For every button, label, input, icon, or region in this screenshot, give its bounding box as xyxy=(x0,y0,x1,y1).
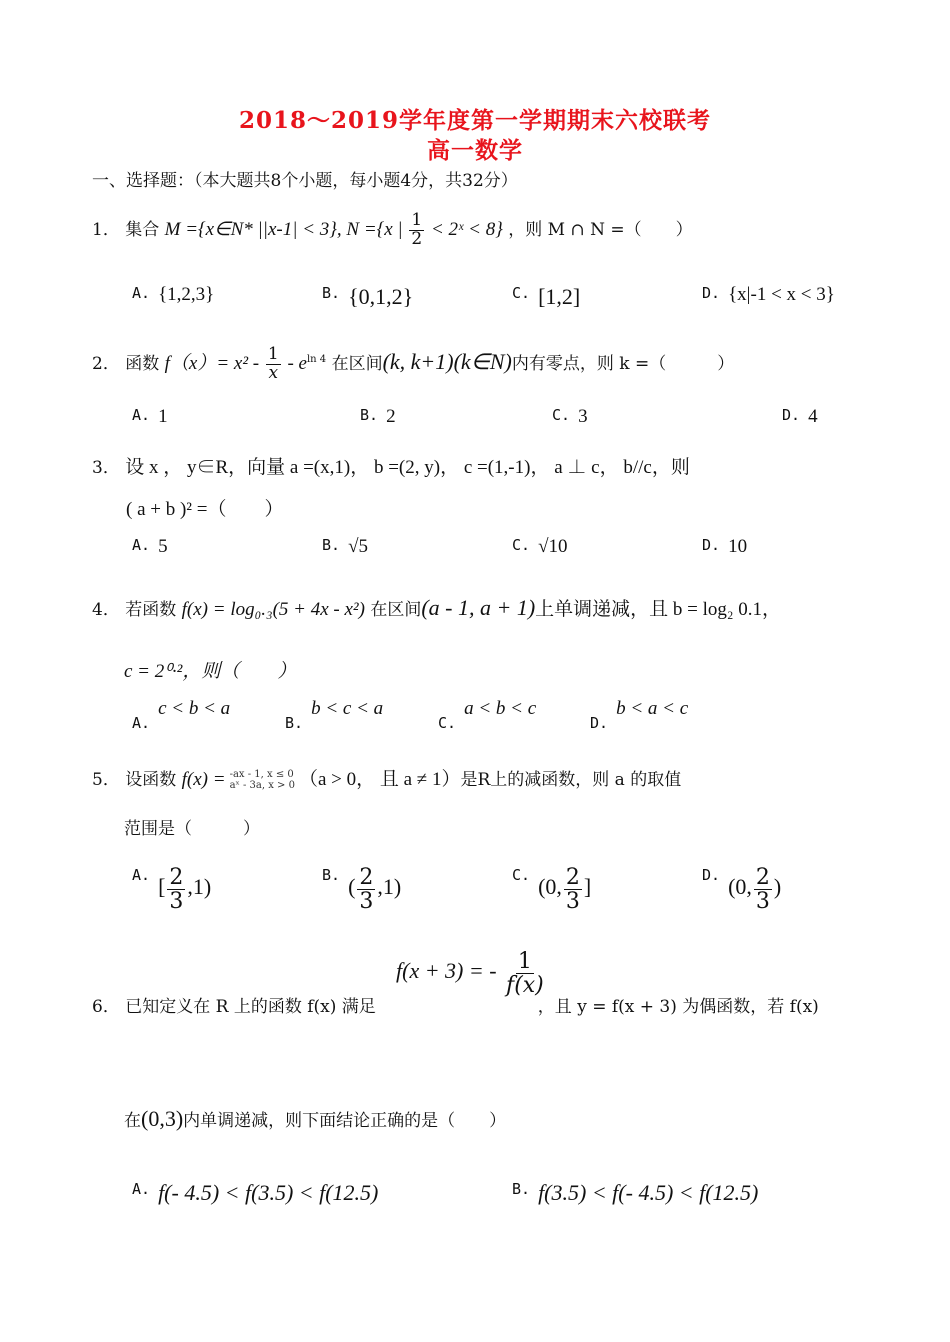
log-function: f(x) = log₀.₃(5 + 4x - x²) xyxy=(181,599,365,620)
exponent: ln 4 xyxy=(306,354,327,366)
option-c: C.a < b < c xyxy=(438,698,537,732)
option-d: D. 4 xyxy=(782,406,818,427)
question-lead: 函数 xyxy=(125,353,160,374)
question-mid: 在区间 xyxy=(370,600,422,620)
exponent-base: - e xyxy=(282,352,307,374)
question-tail: ，且 y = f(x + 3) 为偶函数，若 f(x) xyxy=(537,997,819,1017)
section-heading: 一、选择题：（本大题共8个小题，每小题4分，共32分） xyxy=(92,171,518,191)
question-tail: 是R上的减函数，则 a 的取值 xyxy=(460,770,682,790)
option-d: D.b < a < c xyxy=(590,698,689,732)
set-m-expression: M ={x∈N* ||x-1| < 3}, N ={x | xyxy=(164,218,408,240)
functional-equation: f(x + 3) = - $\frac{1}{f(x)}$ xyxy=(396,949,544,999)
question-5-line-2 xyxy=(124,814,260,839)
option-a: A. [ $\frac{2}{3}$ ,1) xyxy=(132,865,212,915)
option-c: C. [1,2] xyxy=(512,284,581,309)
fraction: $\frac{1}{f(x)}$ xyxy=(506,949,544,999)
question-1 xyxy=(92,212,693,249)
question-tail: 内有零点，则 k =（ ） xyxy=(511,353,735,374)
question-3-line-2 xyxy=(126,494,283,521)
question-number: 6． xyxy=(92,997,120,1017)
question-number: 3． xyxy=(92,458,120,478)
option-d: D. 10 xyxy=(702,536,748,557)
option-d: D. (0, $\frac{2}{3}$ ) xyxy=(702,865,782,915)
option-d: D. {x|-1 < x < 3} xyxy=(702,284,835,305)
c-definition: c = 2⁰·²，则（ ） xyxy=(124,661,297,682)
option-c: C. √10 xyxy=(512,536,568,557)
set-n-expression: < 2ˣ < 8} xyxy=(426,218,503,240)
condition: （a > 0， 且 a ≠ 1） xyxy=(298,769,461,790)
question-lead: 集合 xyxy=(125,219,160,240)
question-tail: ，则 M ∩ N =（ ） xyxy=(508,219,693,240)
interval: (k, k+1)(k∈N) xyxy=(382,348,512,374)
piecewise-cases: -ax - 1, x ≤ 0 aˣ - 3a, x > 0 xyxy=(229,769,295,791)
interval: (0,3) xyxy=(141,1106,184,1131)
option-b: B.b < c < a xyxy=(285,698,384,732)
function-expression: f（x）= x² - xyxy=(164,352,264,374)
vector-expression: ( a + b )² =（ ） xyxy=(126,499,284,520)
option-b: B. ( $\frac{2}{3}$ ,1) xyxy=(322,865,402,915)
piecewise-function: f(x) = xyxy=(181,769,226,790)
option-a: A. f(- 4.5) < f(3.5) < f(12.5) xyxy=(132,1180,379,1205)
exam-subject: 高一数学 xyxy=(427,137,523,164)
option-c: C. (0, $\frac{2}{3}$ ] xyxy=(512,865,592,915)
question-5 xyxy=(92,764,681,791)
question-text: 范围是（ ） xyxy=(124,819,260,839)
option-a: A. 1 xyxy=(132,406,168,427)
question-tail: 上单调递减，且 b = log₂ 0.1， xyxy=(535,599,782,620)
question-lead: 设函数 xyxy=(125,770,177,790)
fraction: $\frac{1}{x}$ xyxy=(267,344,279,383)
option-a: A. 5 xyxy=(132,536,168,557)
question-lead: 若函数 xyxy=(125,600,177,620)
question-6 xyxy=(92,992,819,1017)
option-b: B. √5 xyxy=(322,536,368,557)
question-number: 5． xyxy=(92,770,120,790)
question-number: 2． xyxy=(92,353,120,374)
option-a: A. {1,2,3} xyxy=(132,284,215,305)
question-6-line-2: 在(0,3)内单调递减，则下面结论正确的是（ ） xyxy=(124,1106,507,1131)
option-a: A.c < b < a xyxy=(132,698,231,732)
question-2 xyxy=(92,346,734,383)
exam-title: 2018～2019学年度第一学期期末六校联考 xyxy=(238,107,712,134)
question-text: 已知定义在 R 上的函数 f(x) 满足 xyxy=(125,997,376,1017)
question-4-line-2 xyxy=(124,656,296,683)
question-text: 设 x ， y∈R，向量 a =(x,1)， b =(2, y)， c =(1,-1)， a ⊥ c， b//c，则 xyxy=(125,457,690,478)
option-b: B. 2 xyxy=(360,406,396,427)
interval: (a - 1, a + 1) xyxy=(421,595,536,620)
option-c: C. 3 xyxy=(552,406,588,427)
question-4 xyxy=(92,594,781,621)
question-number: 4． xyxy=(92,600,120,620)
fraction: $\frac{1}{2}$ xyxy=(411,210,423,249)
question-number: 1． xyxy=(92,219,120,240)
question-3 xyxy=(92,452,690,479)
option-b: B. {0,1,2} xyxy=(322,284,414,309)
question-mid: 在区间 xyxy=(331,353,383,374)
option-b: B. f(3.5) < f(- 4.5) < f(12.5) xyxy=(512,1180,759,1205)
